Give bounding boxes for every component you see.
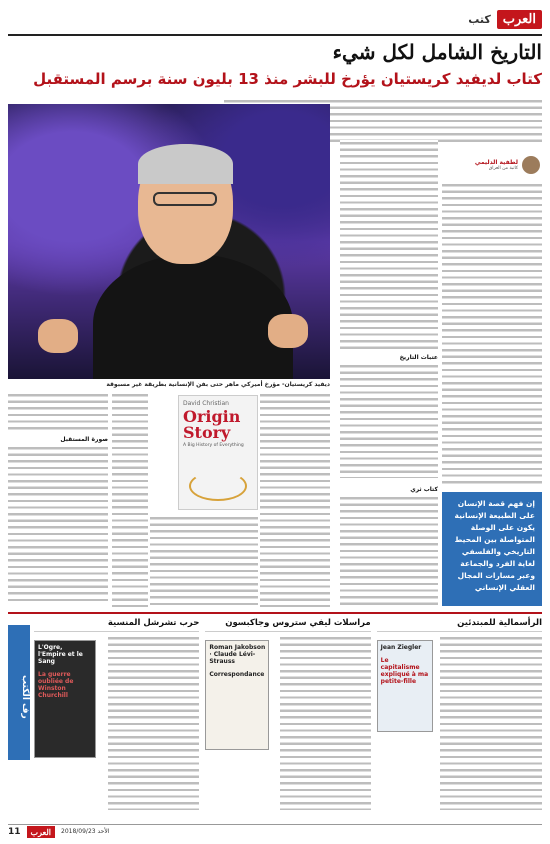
pull-quote: إن فهم قصة الإنسان على الطبيعة الإنسانية يكون على الوصلة المتواصلة بين المحيط التاريخي والفلسفي لغاية الفرد والجماعة وعبر مسارات المجال العقلي الإنساني [442, 492, 542, 606]
author-name: لطفية الدليمي [474, 159, 518, 166]
section-tag: كتب [468, 12, 491, 26]
subhead-rich-book: كتاب ثري [410, 486, 438, 493]
bottom-book-reviews [34, 618, 542, 818]
text-column-left-3 [260, 392, 330, 607]
author-byline [450, 156, 540, 174]
article-subtitle: كتاب لديفيد كريستيان يؤرخ للبشر منذ 13 بليون سنة برسم المستقبل [33, 70, 542, 88]
book-subtitle: A Big History of Everything [183, 443, 244, 448]
text-column-2-lower-body [340, 495, 438, 605]
cover-author-correspondence: Roman Jakobson · Claude Lévi-Strauss [209, 644, 266, 665]
photo-hand-left [38, 319, 78, 353]
cover-churchill [34, 640, 96, 758]
bookshelf-side-label: رف الكتب [8, 625, 30, 760]
text-column-2-body-2 [340, 363, 438, 478]
footer-logo: العرب [27, 826, 55, 838]
cover-title-correspondence: Correspondance [209, 671, 265, 678]
book-cover-origin-story [178, 395, 258, 510]
cover-author-capitalism: Jean Ziegler [380, 644, 422, 651]
review-capitalism [377, 618, 542, 818]
text-column-left-1 [8, 392, 108, 607]
newspaper-logo: العرب [497, 10, 542, 29]
page-number: 11 [8, 826, 21, 837]
cover-title-churchill: L'Ogre, l'Empire et le Sang [38, 644, 83, 665]
book-title: Origin Story [183, 407, 241, 442]
review-heading-capitalism: الرأسمالية للمبتدئين [377, 618, 542, 632]
author-photo [8, 104, 330, 379]
text-column-left-1-body-2 [8, 445, 108, 605]
article-title: التاريخ الشامل لكل شيء [332, 40, 542, 64]
review-text-capitalism [440, 635, 543, 810]
text-column-left-2 [112, 392, 148, 607]
review-churchill [34, 618, 199, 818]
review-heading-churchill: حرب تشرشل المنسية [34, 618, 199, 632]
text-column-1 [442, 182, 542, 487]
text-under-book [150, 515, 258, 607]
text-column-left-1-body [8, 392, 108, 432]
cover-capitalism [377, 640, 433, 732]
photo-hand-right [268, 314, 308, 348]
photo-figure-glasses [153, 192, 217, 206]
book-cover-swirl [189, 471, 247, 501]
cover-correspondence [205, 640, 269, 750]
header-rule [8, 34, 542, 36]
page-footer [8, 824, 542, 838]
photo-caption: ديفيد كريستيان- مؤرخ أميركي ماهر حتى بفن الإنسانية بطريقة غير مسبوقة [106, 381, 330, 388]
review-correspondence [205, 618, 370, 818]
footer-date: الأحد 2018/09/23 [61, 828, 110, 835]
book-author: David Christian [183, 400, 229, 407]
photo-figure-body [93, 254, 293, 379]
cover-subtitle-churchill: La guerre oubliée de Winston Churchill [38, 671, 74, 699]
text-column-2-body [340, 140, 438, 350]
cover-title-capitalism: Le capitalisme expliqué à ma petite-fille [380, 657, 429, 685]
bottom-band-rule [8, 612, 542, 614]
photo-figure-hair [138, 144, 233, 184]
text-column-2 [340, 140, 438, 480]
review-text-churchill [108, 635, 199, 810]
author-location: كاتبة من العراق [488, 166, 518, 171]
subhead-future: صورة المستقبل [60, 436, 108, 443]
masthead [468, 10, 542, 29]
text-column-2-lower [340, 482, 438, 612]
subhead-thresholds: عتبات التاريخ [399, 354, 438, 361]
review-heading-correspondence: مراسلات ليفي ستروس وجاكبسون [205, 618, 370, 632]
author-avatar [522, 156, 540, 174]
page-header [8, 6, 542, 32]
review-text-correspondence [280, 635, 371, 810]
